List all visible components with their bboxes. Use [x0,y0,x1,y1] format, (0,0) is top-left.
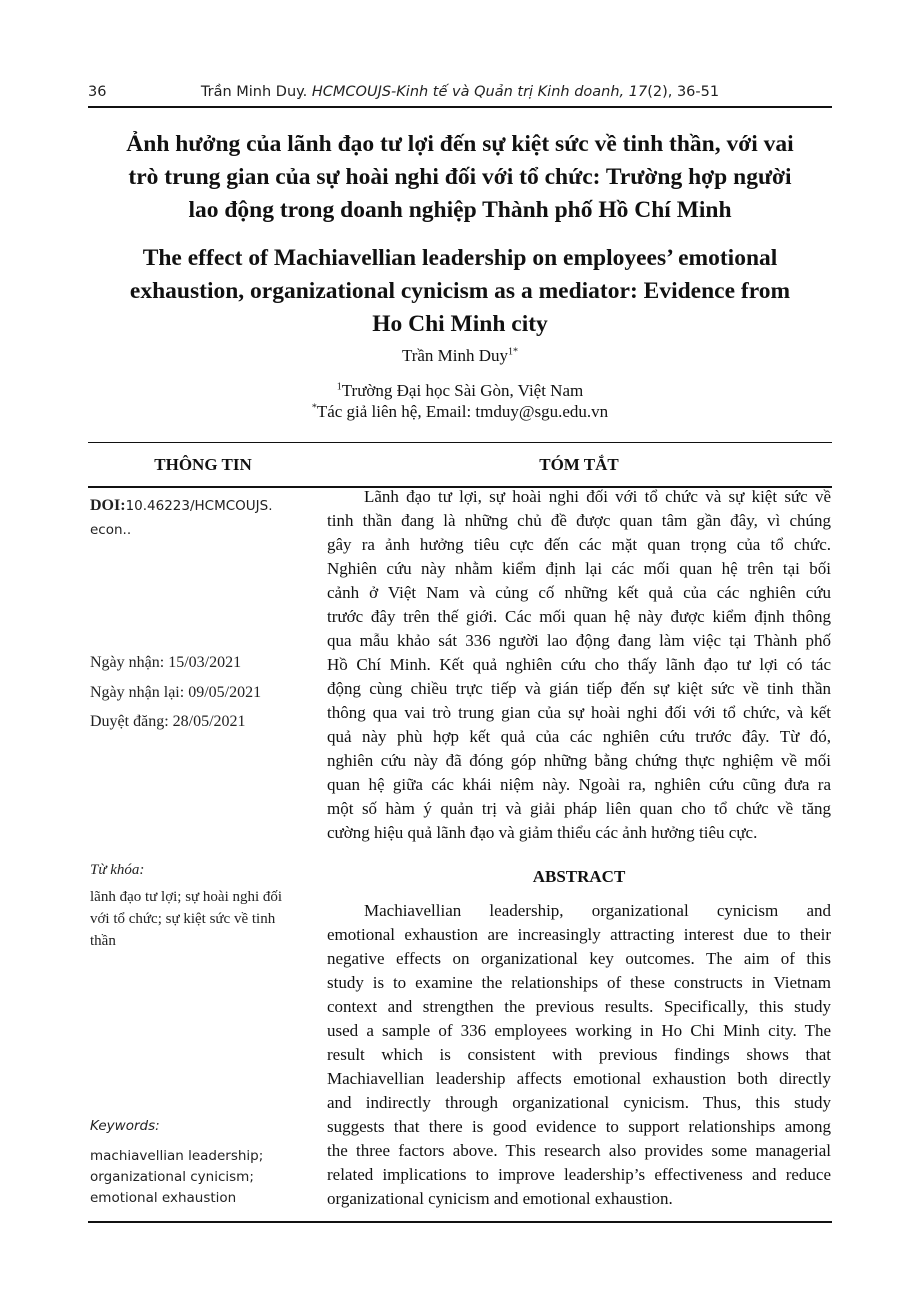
abstract-line: trước đây trên thế giới. Các mối quan hệ này được kiểm định thông [327,607,831,626]
citation-journal: HCMCOUJS-Kinh tế và Quản trị Kinh doanh, 17 [311,84,648,100]
abstract-line: context and strengthen the previous results. Specifically, this study [327,997,831,1016]
info-heading: THÔNG TIN [154,455,252,474]
doi [90,497,320,515]
abstract-line: quan hệ giữa các khái niệm này. Ngoài ra, nghiên cứu cũng đưa ra [327,775,831,794]
contact [88,402,832,422]
title-line: The effect of Machiavellian leadership on employees’ emotional [142,245,778,271]
keyword-line: machiavellian leadership; [90,1148,264,1164]
abstract-line: negative effects on organizational key outcomes. The aim of this [327,949,831,968]
accepted-date: Duyệt đăng: 28/05/2021 [90,713,246,730]
abstract-line: related implications to improve leadership’s effectiveness and reduce [327,1165,831,1184]
abstract-line: thông qua vai trò trung gian của sự hoài nghi đối với tổ chức, và kết [327,703,831,722]
abstract-line: Machiavellian leadership, organizational cynicism and [364,901,831,920]
abstract-line: result which is consistent with previous findings shows that [327,1045,831,1064]
affiliation [88,381,832,401]
abstract-line: quả này phù hợp kết quả của các nghiên cứu trước đây. Từ đó, [327,727,831,746]
abstract-line: and indirectly through organizational cynicism. Thus, this study [327,1093,831,1112]
title-line: trò trung gian của sự hoài nghi đối với tổ chức: Trường hợp người [128,164,792,190]
doi-value[interactable]: 10.46223/HCMCOUJS. [125,498,273,514]
abstract-line: suggests that there is good evidence to support relationships among [327,1117,831,1136]
section-rule-top [88,442,832,443]
abstract-line: nghiên cứu này đã đóng góp những bằng chứng thực nghiệm về mối [327,751,831,770]
title-line: Ho Chi Minh city [372,311,548,337]
abstract-line: qua mẫu khảo sát 336 người lao động đang làm việc tại Thành phố [327,631,831,650]
title-line: Ảnh hưởng của lãnh đạo tư lợi đến sự kiệt sức về tinh thần, với vai [126,131,794,157]
title-line: exhaustion, organizational cynicism as a mediator: Evidence from [129,278,791,304]
abstract-line: Machiavellian leadership affects emotional exhaustion both directly [327,1069,831,1088]
abstract-line: Lãnh đạo tư lợi, sự hoài nghi đối với tổ chức và sự kiệt sức về [364,487,831,506]
abstract-line: used a sample of 336 employees working in Ho Chi Minh city. The [327,1021,831,1040]
page-number: 36 [88,84,107,100]
contact-text: Tác giả liên hệ, Email: tmduy@sgu.edu.vn [316,402,609,421]
affiliation-sup: 1 [336,381,342,393]
abstract-line: study is to examine the relationships of these constructs in Vietnam [327,973,831,992]
title-english [88,242,832,341]
doi-label: DOI: [90,497,126,514]
author-name: Trần Minh Duy [401,346,509,365]
contact-sup: * [311,402,317,414]
author [88,346,832,366]
keyword-line: lãnh đạo tư lợi; sự hoài nghi đối [90,889,283,905]
citation [88,84,832,100]
abstract-vi-heading: TÓM TẮT [539,455,619,474]
abstract-line: một số hàm ý quản trị và giải pháp liên quan cho tổ chức về tăng [327,799,831,818]
abstract-line: Nghiên cứu này nhằm kiểm định lại các mối quan hệ trên tại bối [327,559,831,578]
keywords-en [90,1146,320,1209]
abstract-line: organizational cynicism and emotional exhaustion. [327,1189,673,1208]
abstract-line: cảnh ở Việt Nam và củng cố những kết quả của các nghiên cứu [327,583,831,602]
keyword-line: organizational cynicism; [90,1169,254,1185]
abstract-line: động cùng chiều trực tiếp và gián tiếp đến sự kiệt sức về tinh thần [327,679,831,698]
title-vietnamese [88,128,832,227]
abstract-line: gây ra ảnh hưởng tiêu cực đến các mặt quan trọng của tổ chức. [327,535,831,554]
section-rule-bottom [88,1221,832,1223]
abstract-line: Hồ Chí Minh. Kết quả nghiên cứu cho thấy lãnh đạo tư lợi có tác [327,655,831,674]
citation-author: Trần Minh Duy. [200,84,312,100]
doi-cont[interactable]: econ.. [90,522,132,538]
keywords-en-label: Keywords: [90,1118,160,1134]
keyword-line: thần [90,933,116,949]
received-date: Ngày nhận: 15/03/2021 [90,654,242,671]
keywords-vi [90,886,320,952]
abstract-line: cường hiệu quả lãnh đạo và giảm thiểu các ảnh hưởng tiêu cực. [327,823,758,842]
author-sup: 1* [508,346,519,358]
keyword-line: emotional exhaustion [90,1190,237,1206]
keyword-line: với tổ chức; sự kiệt sức về tinh [90,911,276,927]
header-rule [88,106,832,108]
title-line: lao động trong doanh nghiệp Thành phố Hồ Chí Minh [188,197,732,223]
abstract-line: tinh thần đang là những chủ đề được quan tâm gần đây, vì chúng [327,511,831,530]
abstract-en-heading: ABSTRACT [532,867,626,886]
revised-date: Ngày nhận lại: 09/05/2021 [90,684,262,701]
affiliation-text: Trường Đại học Sài Gòn, Việt Nam [341,381,584,400]
abstract-vietnamese [327,485,831,845]
citation-issue: (2), 36-51 [647,84,720,100]
abstract-line: the three factors above. This research also provides some managerial [327,1141,831,1160]
abstract-english [327,899,831,1211]
abstract-line: emotional exhaustion are increasingly attracting interest due to their [327,925,831,944]
keywords-vi-label: Từ khóa: [90,862,145,878]
